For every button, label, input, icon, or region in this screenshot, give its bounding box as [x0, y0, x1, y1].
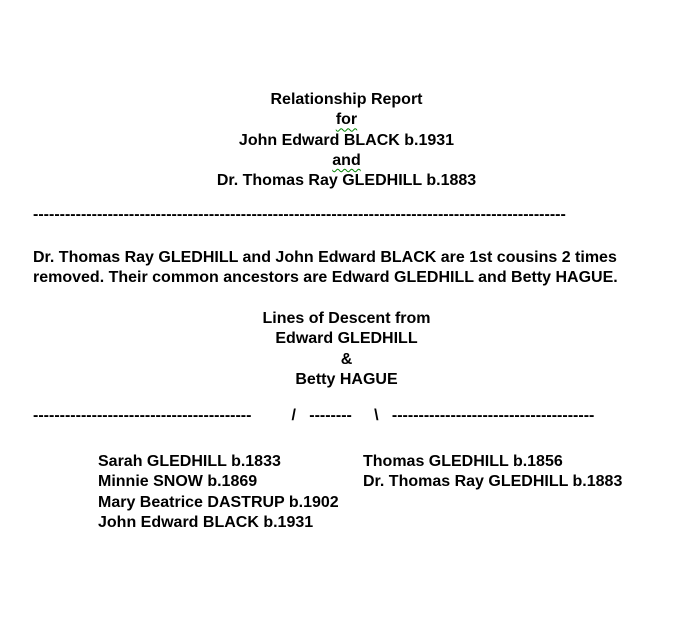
descent-person-line: Minnie SNOW b.1869: [98, 473, 258, 491]
right-descent-column: [363, 452, 622, 493]
title-line-and: and: [332, 151, 361, 169]
title-line-report: Relationship Report: [270, 91, 423, 108]
descent-person-line: Mary Beatrice DASTRUP b.1902: [98, 493, 339, 511]
summary-line-1: Dr. Thomas Ray GLEDHILL and John Edward BLACK are 1st cousins 2 times: [33, 249, 617, 266]
branch-connector-line: [33, 406, 594, 426]
descent-person-line: John Edward BLACK b.1931: [98, 513, 314, 531]
descent-person-line: Thomas GLEDHILL b.1856: [363, 453, 563, 470]
title-line-person1: John Edward BLACK b.1931: [238, 131, 455, 149]
separator-line: [33, 205, 566, 225]
descent-line-ampersand: &: [340, 350, 353, 368]
left-descent-column: [98, 452, 339, 533]
descent-line-ancestor1: Edward GLEDHILL: [275, 330, 418, 348]
title-line-for: for: [335, 111, 358, 129]
descent-person-line: Dr. Thomas Ray GLEDHILL b.1883: [363, 473, 623, 491]
descent-person-line: Sarah GLEDHILL b.1833: [98, 453, 281, 470]
descent-line-ancestor2: Betty HAGUE: [295, 370, 398, 388]
report-title: [33, 90, 660, 191]
relationship-summary: [33, 248, 618, 289]
summary-line-2: removed. Their common ancestors are Edward GLEDHILL and Betty HAGUE.: [33, 269, 618, 287]
descent-line-title: Lines of Descent from: [262, 310, 431, 327]
descent-heading: [33, 309, 660, 390]
title-line-person2: Dr. Thomas Ray GLEDHILL b.1883: [216, 172, 477, 190]
separator-dashes: ----------------------------------------------------------------------------------------------------: [33, 206, 566, 223]
branch-dashes: ----------------------------------------- / -------- \ --------------------------------------: [33, 407, 595, 424]
